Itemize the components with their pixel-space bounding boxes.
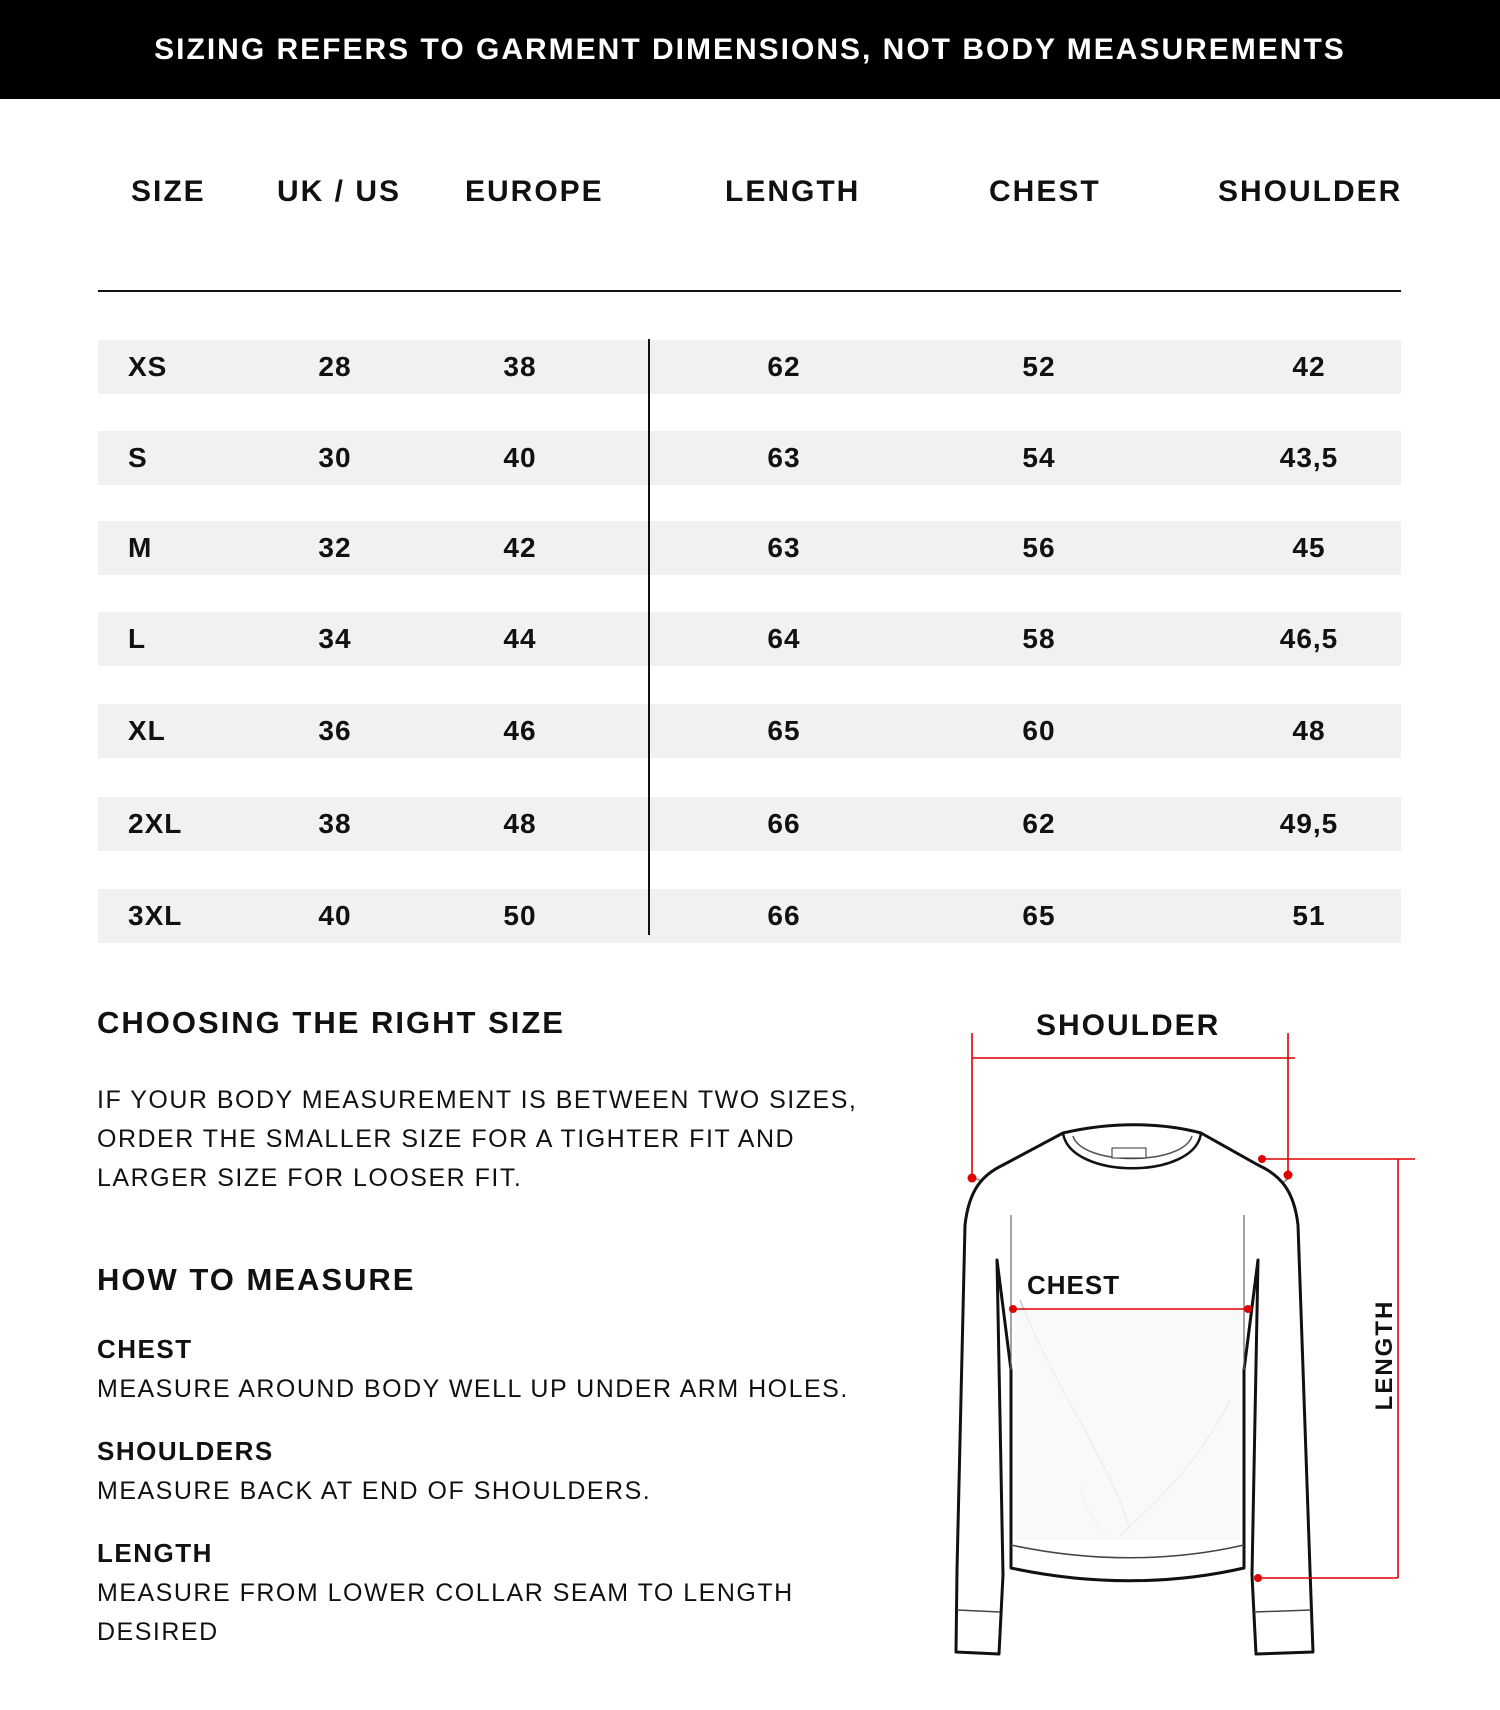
cell-length: 64: [767, 623, 801, 654]
cell-shoulder: 49,5: [1279, 808, 1339, 839]
chest-label: CHEST: [1027, 1270, 1121, 1300]
header-size: SIZE: [131, 175, 206, 208]
length-instruction-1: MEASURE FROM LOWER COLLAR SEAM TO LENGTH: [97, 1579, 794, 1607]
cell-chest: 58: [1022, 623, 1056, 654]
cell-length: 65: [767, 715, 801, 746]
cell-europe: 38: [503, 351, 537, 382]
cell-europe: 42: [503, 532, 537, 563]
sizing-banner: SIZING REFERS TO GARMENT DIMENSIONS, NOT BODY MEASUREMENTS: [0, 0, 1500, 99]
shoulder-label: SHOULDER: [1036, 1009, 1221, 1042]
size-row-xl: [98, 704, 1401, 758]
header-length: LENGTH: [725, 175, 861, 208]
choosing-line-1: IF YOUR BODY MEASUREMENT IS BETWEEN TWO SIZES,: [97, 1086, 858, 1114]
header-shoulder: SHOULDER: [1218, 175, 1403, 208]
chest-instruction: MEASURE AROUND BODY WELL UP UNDER ARM HOLES.: [97, 1375, 849, 1403]
cell-length: 63: [767, 442, 801, 473]
cell-length: 63: [767, 532, 801, 563]
choosing-title: CHOOSING THE RIGHT SIZE: [97, 1005, 565, 1040]
cell-size: L: [128, 623, 147, 654]
choosing-line-2: ORDER THE SMALLER SIZE FOR A TIGHTER FIT AND: [97, 1125, 796, 1153]
cell-uk-us: 28: [318, 351, 352, 382]
cell-size: 3XL: [128, 900, 183, 931]
cell-size: XL: [128, 715, 166, 746]
cell-europe: 44: [503, 623, 537, 654]
cell-europe: 40: [503, 442, 537, 473]
cell-length: 66: [767, 900, 801, 931]
how-to-measure-title: HOW TO MEASURE: [97, 1262, 416, 1297]
chest-right-dot: [1244, 1305, 1252, 1313]
size-row-s: [98, 431, 1401, 485]
measurement-diagram: [930, 995, 1450, 1675]
length-bottom-dot: [1254, 1574, 1262, 1582]
cell-chest: 60: [1022, 715, 1056, 746]
cell-chest: 52: [1022, 351, 1056, 382]
length-instruction-2: DESIRED: [97, 1618, 219, 1646]
cell-uk-us: 30: [318, 442, 352, 473]
cell-chest: 62: [1022, 808, 1056, 839]
cell-size: 2XL: [128, 808, 183, 839]
cell-shoulder: 46,5: [1279, 623, 1339, 654]
cell-uk-us: 34: [318, 623, 352, 654]
shoulders-instruction: MEASURE BACK AT END OF SHOULDERS.: [97, 1477, 652, 1505]
cell-shoulder: 51: [1292, 900, 1326, 931]
size-row-3xl: [98, 889, 1401, 943]
header-divider: [98, 290, 1401, 292]
shoulders-heading: SHOULDERS: [97, 1436, 274, 1466]
cell-chest: 54: [1022, 442, 1056, 473]
chest-heading: CHEST: [97, 1334, 193, 1364]
column-divider: [648, 339, 650, 935]
cell-europe: 46: [503, 715, 537, 746]
length-top-dot: [1258, 1155, 1266, 1163]
cell-size: S: [128, 442, 148, 473]
cell-shoulder: 43,5: [1279, 442, 1339, 473]
shoulder-left-dot: [968, 1174, 977, 1183]
cell-europe: 48: [503, 808, 537, 839]
size-row-xs: [98, 340, 1401, 394]
size-row-l: [98, 612, 1401, 666]
choosing-line-3: LARGER SIZE FOR LOOSER FIT.: [97, 1164, 523, 1192]
cell-europe: 50: [503, 900, 537, 931]
cell-uk-us: 40: [318, 900, 352, 931]
length-heading: LENGTH: [97, 1538, 213, 1568]
cell-uk-us: 38: [318, 808, 352, 839]
cell-uk-us: 36: [318, 715, 352, 746]
cell-length: 62: [767, 351, 801, 382]
cell-size: M: [128, 532, 153, 563]
header-europe: EUROPE: [465, 175, 604, 208]
cell-shoulder: 48: [1292, 715, 1326, 746]
cell-chest: 56: [1022, 532, 1056, 563]
size-row-2xl: [98, 797, 1401, 851]
cell-size: XS: [128, 351, 168, 382]
cell-chest: 65: [1022, 900, 1056, 931]
cell-shoulder: 45: [1292, 532, 1326, 563]
length-label: LENGTH: [1371, 1299, 1398, 1411]
header-uk-us: UK / US: [277, 175, 402, 208]
cell-length: 66: [767, 808, 801, 839]
header-chest: CHEST: [989, 175, 1101, 208]
cell-uk-us: 32: [318, 532, 352, 563]
cell-shoulder: 42: [1292, 351, 1326, 382]
chest-left-dot: [1009, 1305, 1017, 1313]
size-row-m: [98, 521, 1401, 575]
shoulder-right-dot: [1284, 1171, 1293, 1180]
